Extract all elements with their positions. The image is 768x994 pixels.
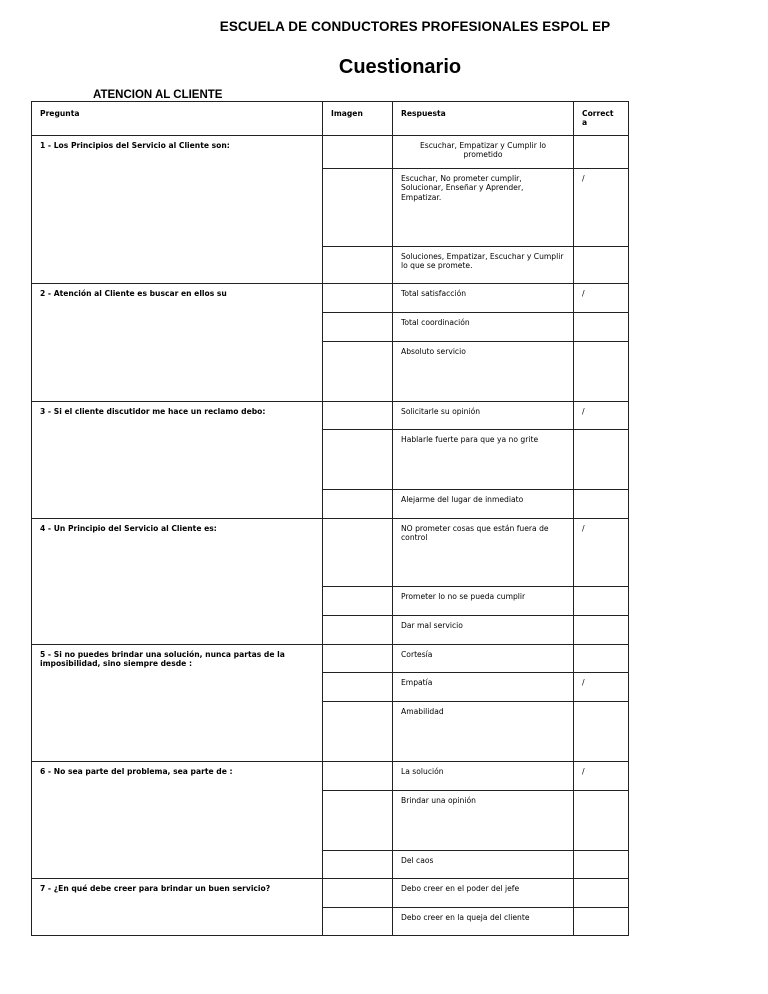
answer-option: NO prometer cosas que están fuera de control <box>393 519 574 587</box>
image-cell <box>323 136 393 169</box>
correct-mark <box>574 430 629 490</box>
image-cell <box>323 851 393 879</box>
correct-mark <box>574 136 629 169</box>
question-1: 1 - Los Principios del Servicio al Cliente son: <box>32 136 323 284</box>
image-cell <box>323 673 393 702</box>
answer-option: Total satisfacción <box>393 284 574 313</box>
table-header-row <box>32 102 629 136</box>
answer-option: Del caos <box>393 851 574 879</box>
correct-mark <box>574 616 629 645</box>
image-cell <box>323 519 393 587</box>
image-cell <box>323 645 393 673</box>
correct-mark <box>574 247 629 284</box>
column-header-answer: Respuesta <box>393 102 574 136</box>
correct-mark <box>574 587 629 616</box>
image-cell <box>323 342 393 402</box>
table-row <box>32 762 629 791</box>
image-cell <box>323 490 393 519</box>
question-2: 2 - Atención al Cliente es buscar en ellos su <box>32 284 323 402</box>
answer-option: Solicitarle su opinión <box>393 402 574 430</box>
organization-title: ESCUELA DE CONDUCTORES PROFESIONALES ESPOL EP <box>219 19 611 34</box>
question-3: 3 - Si el cliente discutidor me hace un reclamo debo: <box>32 402 323 519</box>
answer-option: Debo creer en el poder del jefe <box>393 879 574 908</box>
table-row <box>32 136 629 169</box>
table-row <box>32 284 629 313</box>
answer-option: Absoluto servicio <box>393 342 574 402</box>
image-cell <box>323 879 393 908</box>
answer-option: Prometer lo no se pueda cumplir <box>393 587 574 616</box>
image-cell <box>323 284 393 313</box>
column-header-question: Pregunta <box>32 102 323 136</box>
column-header-image: Imagen <box>323 102 393 136</box>
correct-mark: / <box>574 762 629 791</box>
answer-option: Dar mal servicio <box>393 616 574 645</box>
correct-mark <box>574 791 629 851</box>
image-cell <box>323 430 393 490</box>
image-cell <box>323 313 393 342</box>
correct-mark: / <box>574 402 629 430</box>
image-cell <box>323 702 393 762</box>
correct-mark: / <box>574 284 629 313</box>
table-row <box>32 402 629 430</box>
question-7: 7 - ¿En qué debe creer para brindar un buen servicio? <box>32 879 323 936</box>
correct-mark <box>574 645 629 673</box>
answer-option: La solución <box>393 762 574 791</box>
answer-option: Debo creer en la queja del cliente <box>393 908 574 936</box>
table-row <box>32 645 629 673</box>
column-header-correct: Correct a <box>574 102 629 136</box>
correct-mark <box>574 490 629 519</box>
answer-option: Escuchar, Empatizar y Cumplir lo prometido <box>393 136 574 169</box>
image-cell <box>323 247 393 284</box>
table-row <box>32 879 629 908</box>
question-5: 5 - Si no puedes brindar una solución, nunca partas de la imposibilidad, sino siempre desde : <box>32 645 323 762</box>
image-cell <box>323 169 393 247</box>
answer-option: Alejarme del lugar de inmediato <box>393 490 574 519</box>
correct-mark: / <box>574 519 629 587</box>
document-title: Cuestionario <box>338 56 462 78</box>
image-cell <box>323 616 393 645</box>
correct-mark <box>574 908 629 936</box>
answer-option: Escuchar, No prometer cumplir, Solucionar, Enseñar y Aprender, Empatizar. <box>393 169 574 247</box>
question-6: 6 - No sea parte del problema, sea parte de : <box>32 762 323 879</box>
answer-option: Total coordinación <box>393 313 574 342</box>
image-cell <box>323 908 393 936</box>
questionnaire-table <box>31 101 629 936</box>
correct-mark <box>574 879 629 908</box>
answer-option: Brindar una opinión <box>393 791 574 851</box>
image-cell <box>323 791 393 851</box>
correct-mark <box>574 702 629 762</box>
correct-mark: / <box>574 673 629 702</box>
image-cell <box>323 762 393 791</box>
answer-option: Soluciones, Empatizar, Escuchar y Cumplir lo que se promete. <box>393 247 574 284</box>
correct-mark: / <box>574 169 629 247</box>
question-4: 4 - Un Principio del Servicio al Cliente es: <box>32 519 323 645</box>
table-row <box>32 519 629 587</box>
answer-option: Hablarle fuerte para que ya no grite <box>393 430 574 490</box>
image-cell <box>323 402 393 430</box>
correct-mark <box>574 342 629 402</box>
correct-mark <box>574 851 629 879</box>
section-title: ATENCION AL CLIENTE <box>93 89 223 101</box>
image-cell <box>323 587 393 616</box>
answer-option: Amabilidad <box>393 702 574 762</box>
answer-option: Empatía <box>393 673 574 702</box>
correct-mark <box>574 313 629 342</box>
answer-option: Cortesía <box>393 645 574 673</box>
